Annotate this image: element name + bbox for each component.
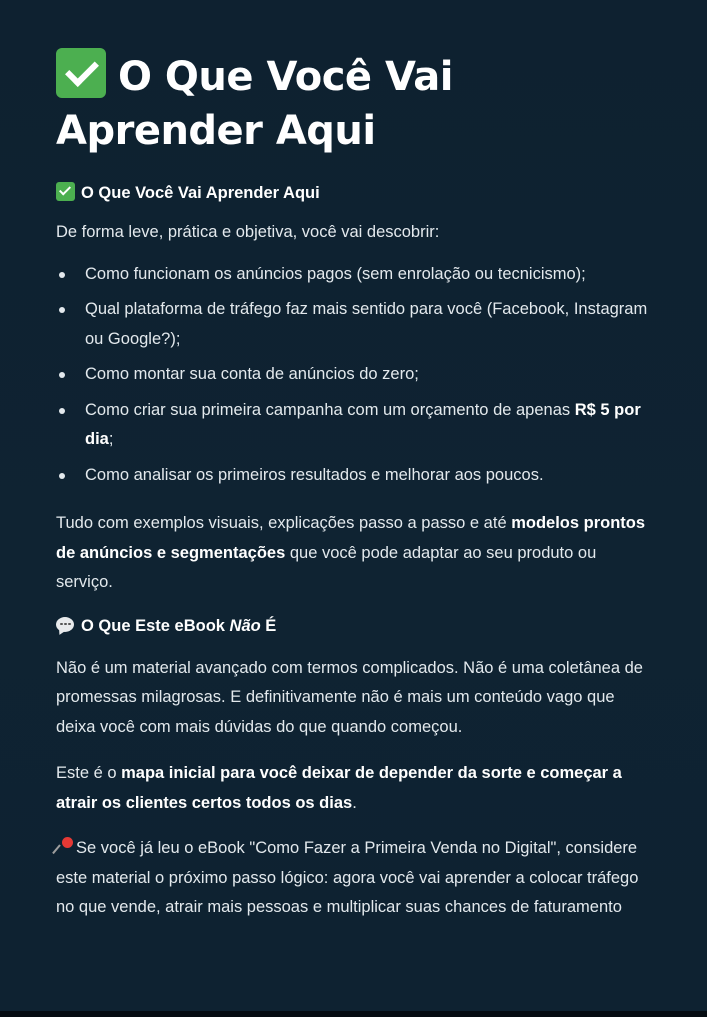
list-item-text: Como criar sua primeira campanha com um orçamento de apenas [85, 400, 575, 419]
examples-end: que você pode adaptar ao seu produto ou serviço. [56, 543, 597, 591]
map-paragraph [56, 759, 651, 818]
list-item: Qual plataforma de tráfego faz mais sentido para você (Facebook, Instagram ou Google?); [56, 295, 651, 354]
page-title [56, 50, 651, 158]
not-heading-end: É [260, 616, 277, 635]
intro-paragraph: De forma leve, prática e objetiva, você vai descobrir: [56, 223, 440, 241]
not-section-heading [56, 615, 651, 637]
map-end: . [352, 793, 357, 812]
final-paragraph [56, 834, 651, 923]
speech-balloon-icon [56, 617, 74, 632]
budget-highlight: R$ 5 por dia [85, 400, 641, 448]
not-heading-emphasis: Não [229, 616, 261, 635]
map-text: Este é o [56, 764, 122, 782]
list-item: Como montar sua conta de anúncios do zero; [56, 360, 651, 390]
learning-list [56, 260, 651, 491]
subheading-text: O Que Você Vai Aprender Aqui [81, 184, 320, 202]
list-item: Como analisar os primeiros resultados e melhorar aos poucos. [56, 461, 651, 491]
examples-text: Tudo com exemplos visuais, explicações passo a passo e até [56, 514, 512, 532]
examples-highlight: modelos prontos de anúncios e segmentações [56, 514, 646, 562]
page-title-line2: Aprender Aqui [56, 108, 376, 154]
examples-paragraph [56, 509, 651, 598]
list-item: Como funcionam os anúncios pagos (sem enrolação ou tecnicismo); [56, 260, 651, 290]
list-item-end: ; [108, 430, 114, 448]
final-text: Se você já leu o eBook "Como Fazer a Primeira Venda no Digital", considere este material o próximo passo lógico: agora você vai aprender a colocar tráfego no que vende, atrair mais pessoas e multiplicar suas chances de faturamento [56, 839, 639, 916]
page-title-line1: O Que Você Vai [118, 54, 453, 100]
not-paragraph: Não é um material avançado com termos complicados. Não é uma coletânea de promessas milagrosas. E definitivamente não é mais um conteúdo vago que deixa você com mais dúvidas do que quando começou. [56, 658, 643, 736]
pushpin-icon [56, 837, 74, 855]
not-heading-text: O Que Este eBook [81, 616, 230, 635]
check-mark-icon [56, 182, 75, 201]
check-mark-icon [56, 48, 106, 98]
bottom-edge [0, 1011, 707, 1017]
map-highlight: mapa inicial para você deixar de depender da sorte e começar a atrair os clientes certos todos os dias [56, 764, 622, 812]
section-subheading [56, 182, 651, 204]
list-item [56, 396, 651, 455]
